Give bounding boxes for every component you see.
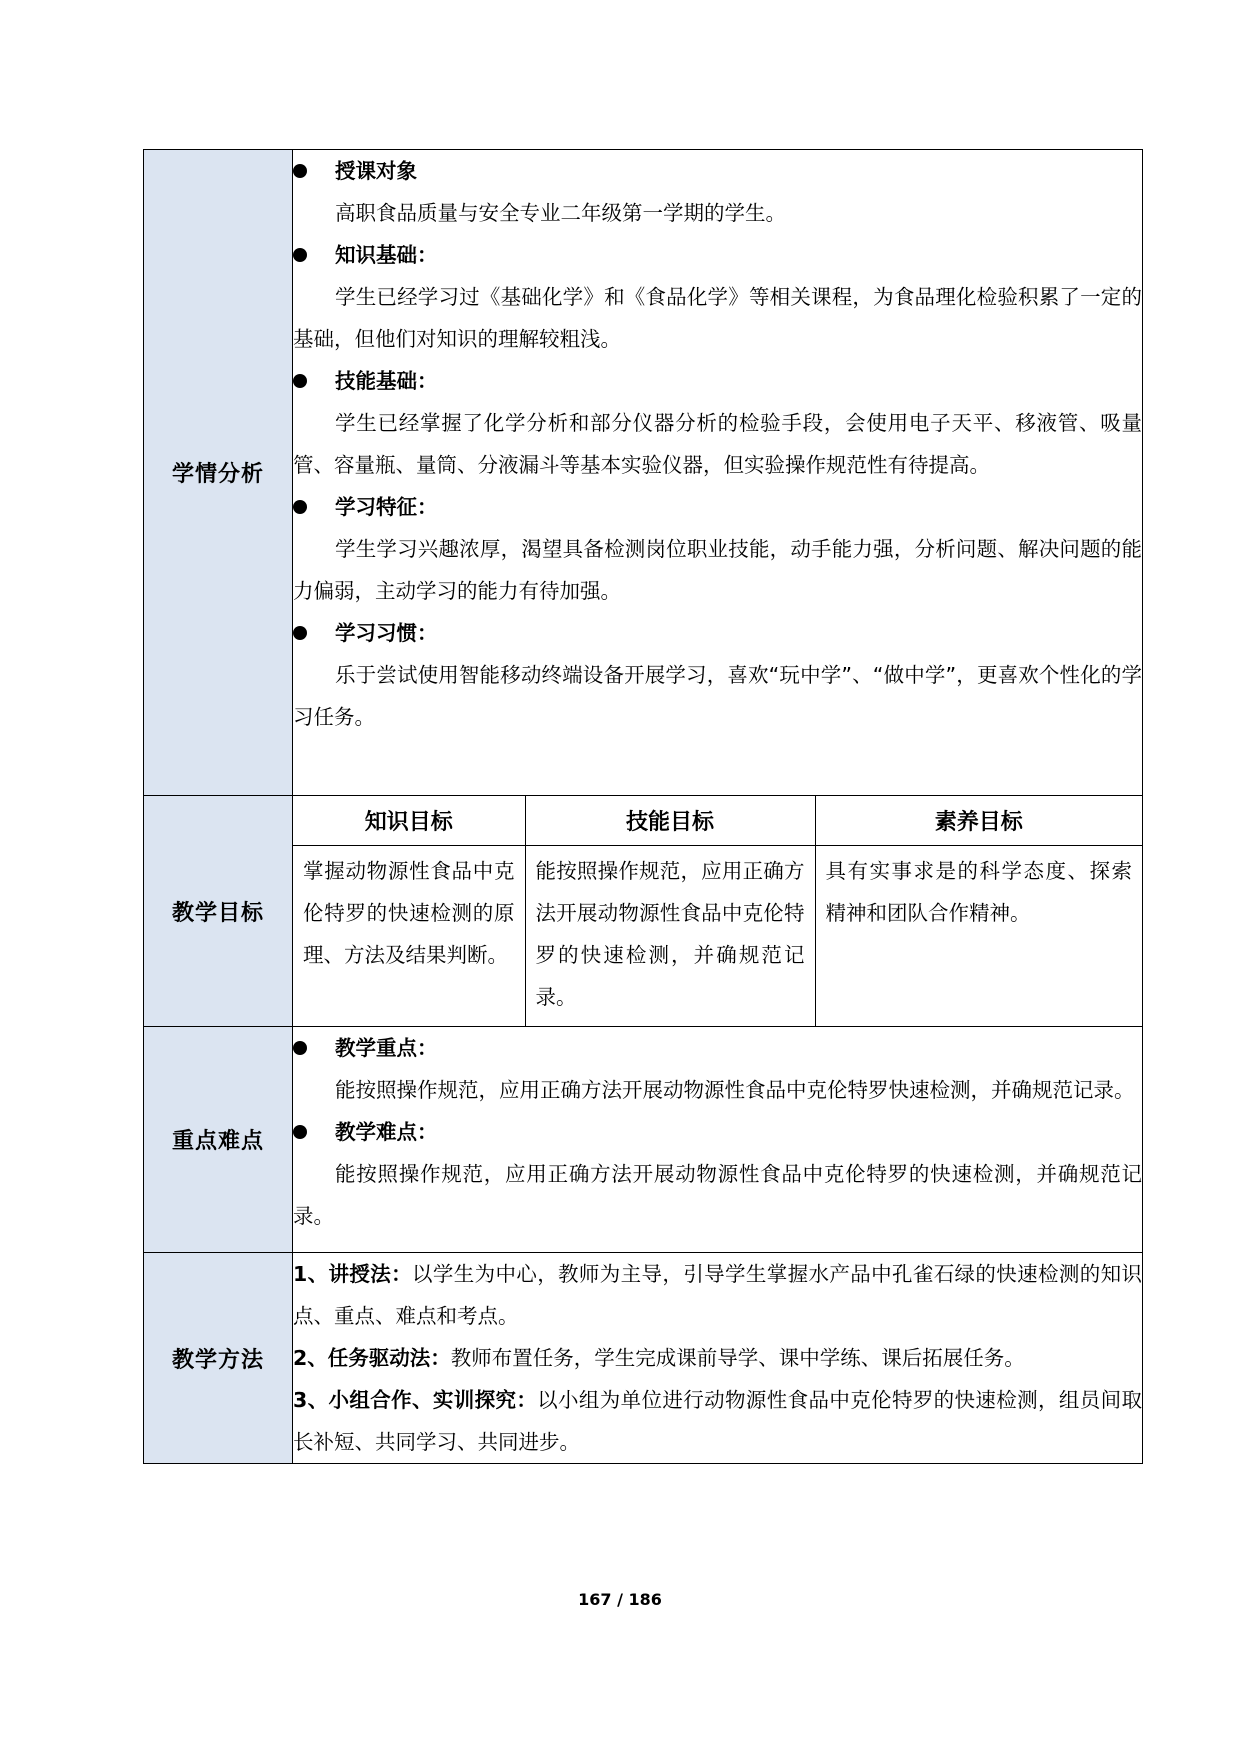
analysis-item-text: 学生学习兴趣浓厚，渴望具备检测岗位职业技能，动手能力强，分析问题、解决问题的能力偏弱，主动学习的能力有待加强。 <box>293 537 1142 603</box>
analysis-item-text: 学生已经掌握了化学分析和部分仪器分析的检验手段，会使用电子天平、移液管、吸量管、容量瓶、量筒、分液漏斗等基本实验仪器，但实验操作规范性有待提高。 <box>293 411 1142 477</box>
bullet-icon <box>293 626 307 640</box>
method-item <box>293 1253 1142 1337</box>
analysis-item <box>293 234 1142 276</box>
analysis-item-text: 学生已经学习过《基础化学》和《食品化学》等相关课程，为食品理化检验积累了一定的基础，但他们对知识的理解较粗浅。 <box>293 285 1142 351</box>
analysis-item-title: 学习习惯： <box>335 621 438 645</box>
keypoint-text: 能按照操作规范，应用正确方法开展动物源性食品中克伦特罗快速检测，并确规范记录。 <box>335 1078 1135 1102</box>
methods-content <box>293 1253 1143 1464</box>
goals-cell-literacy: 具有实事求是的科学态度、探索精神和团队合作精神。 <box>825 859 1132 925</box>
analysis-item-title: 学习特征： <box>335 495 438 519</box>
method-text: 以学生为中心，教师为主导，引导学生掌握水产品中孔雀石绿的快速检测的知识点、重点、难点和考点。 <box>293 1262 1143 1328</box>
analysis-label: 学情分析 <box>144 150 293 796</box>
analysis-item-text: 乐于尝试使用智能移动终端设备开展学习，喜欢“玩中学”、“做中学”，更喜欢个性化的学习任务。 <box>293 663 1142 729</box>
method-title: 1、讲授法： <box>293 1262 412 1286</box>
goals-cell-knowledge: 掌握动物源性食品中克伦特罗的快速检测的原理、方法及结果判断。 <box>293 846 525 1027</box>
method-item <box>293 1337 1142 1379</box>
bullet-icon <box>293 248 307 262</box>
analysis-item <box>293 150 1142 192</box>
analysis-item-title: 技能基础： <box>335 369 438 393</box>
goals-header-row <box>293 796 1142 846</box>
page-number: 167 / 186 <box>578 1590 662 1609</box>
goals-row <box>144 796 1143 1027</box>
analysis-item-title: 授课对象 <box>335 159 417 183</box>
goals-header-knowledge: 知识目标 <box>293 796 525 846</box>
goals-label: 教学目标 <box>144 796 293 1027</box>
goals-header-literacy: 素养目标 <box>815 796 1142 846</box>
keypoints-content <box>293 1027 1143 1253</box>
keypoint-item <box>293 1027 1142 1069</box>
method-title: 2、任务驱动法： <box>293 1346 451 1370</box>
analysis-row <box>144 150 1143 796</box>
keypoint-text: 能按照操作规范，应用正确方法开展动物源性食品中克伦特罗的快速检测，并确规范记录。 <box>293 1162 1142 1228</box>
keypoint-item <box>293 1111 1142 1153</box>
analysis-item <box>293 486 1142 528</box>
lesson-plan-table <box>143 149 1143 1464</box>
analysis-item-text: 高职食品质量与安全专业二年级第一学期的学生。 <box>335 201 786 225</box>
analysis-item <box>293 360 1142 402</box>
analysis-item <box>293 612 1142 654</box>
analysis-content <box>293 150 1143 796</box>
goals-header-skill: 技能目标 <box>525 796 815 846</box>
bullet-icon <box>293 1041 307 1055</box>
goals-body-row <box>293 846 1142 1027</box>
bullet-icon <box>293 374 307 388</box>
keypoints-row <box>144 1027 1143 1253</box>
goals-cell-skill: 能按照操作规范，应用正确方法开展动物源性食品中克伦特罗的快速检测，并确规范记录。 <box>525 846 815 1027</box>
keypoints-label: 重点难点 <box>144 1027 293 1253</box>
method-text: 教师布置任务，学生完成课前导学、课中学练、课后拓展任务。 <box>450 1346 1025 1370</box>
method-item <box>293 1379 1142 1463</box>
goals-content <box>293 796 1143 1027</box>
keypoint-title: 教学难点： <box>335 1120 438 1144</box>
methods-row <box>144 1253 1143 1464</box>
method-title: 3、小组合作、实训探究： <box>293 1388 538 1412</box>
methods-label: 教学方法 <box>144 1253 293 1464</box>
bullet-icon <box>293 500 307 514</box>
bullet-icon <box>293 1125 307 1139</box>
keypoint-title: 教学重点： <box>335 1036 438 1060</box>
goals-table <box>293 796 1142 1026</box>
bullet-icon <box>293 164 307 178</box>
analysis-item-title: 知识基础： <box>335 243 438 267</box>
method-text: 以小组为单位进行动物源性食品中克伦特罗的快速检测，组员间取长补短、共同学习、共同进步。 <box>293 1388 1142 1454</box>
